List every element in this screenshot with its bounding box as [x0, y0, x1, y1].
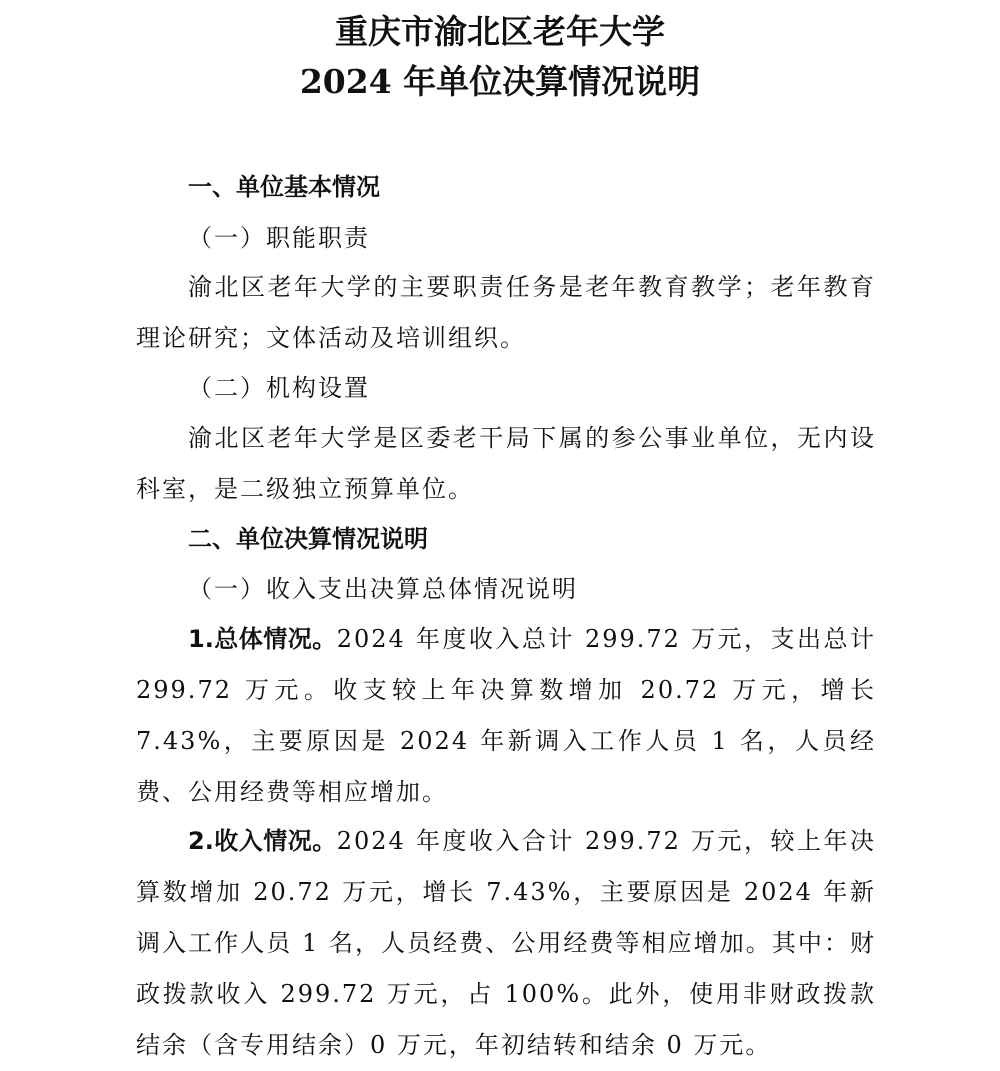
item1-lead: 1.总体情况。 [188, 625, 337, 653]
item2-text: 2024 年度收入合计 299.72 万元，较上年决算数增加 20.72 万元，增长 7.43%，主要原因是 2024 年新调入工作人员 1 名，人员经费、公用经费等相应增加。其中：财政拨款收入 299.72 万元，占 100%。此外，使用非财政拨款结余（含专用结余）0 万元，年初结转和结余 0 万元。 [136, 827, 876, 1059]
section1-sub2-heading: （二）机构设置 [188, 374, 370, 402]
section2-heading: 二、单位决算情况说明 [188, 525, 428, 553]
item2-lead: 2.收入情况。 [188, 827, 337, 855]
section1-sub1-heading: （一）职能职责 [188, 224, 370, 252]
section1-para2: 渝北区老年大学是区委老干局下属的参公事业单位，无内设科室，是二级独立预算单位。 [136, 424, 876, 503]
item1-text: 2024 年度收入总计 299.72 万元，支出总计 299.72 万元。收支较上年决算数增加 20.72 万元，增长 7.43%，主要原因是 2024 年新调入工作人员 1 名，人员经费、公用经费等相应增加。 [136, 625, 876, 806]
section2-sub1-heading: （一）收入支出决算总体情况说明 [188, 575, 578, 603]
section2-item2-paragraph [136, 816, 876, 1071]
section2-item1-paragraph [136, 614, 876, 818]
document-title-line2: 2024 年单位决算情况说明 [299, 62, 701, 101]
section1-para1: 渝北区老年大学的主要职责任务是老年教育教学；老年教育理论研究；文体活动及培训组织。 [136, 273, 876, 352]
document-title-line1: 重庆市渝北区老年大学 [335, 12, 665, 51]
section1-heading: 一、单位基本情况 [188, 173, 380, 201]
